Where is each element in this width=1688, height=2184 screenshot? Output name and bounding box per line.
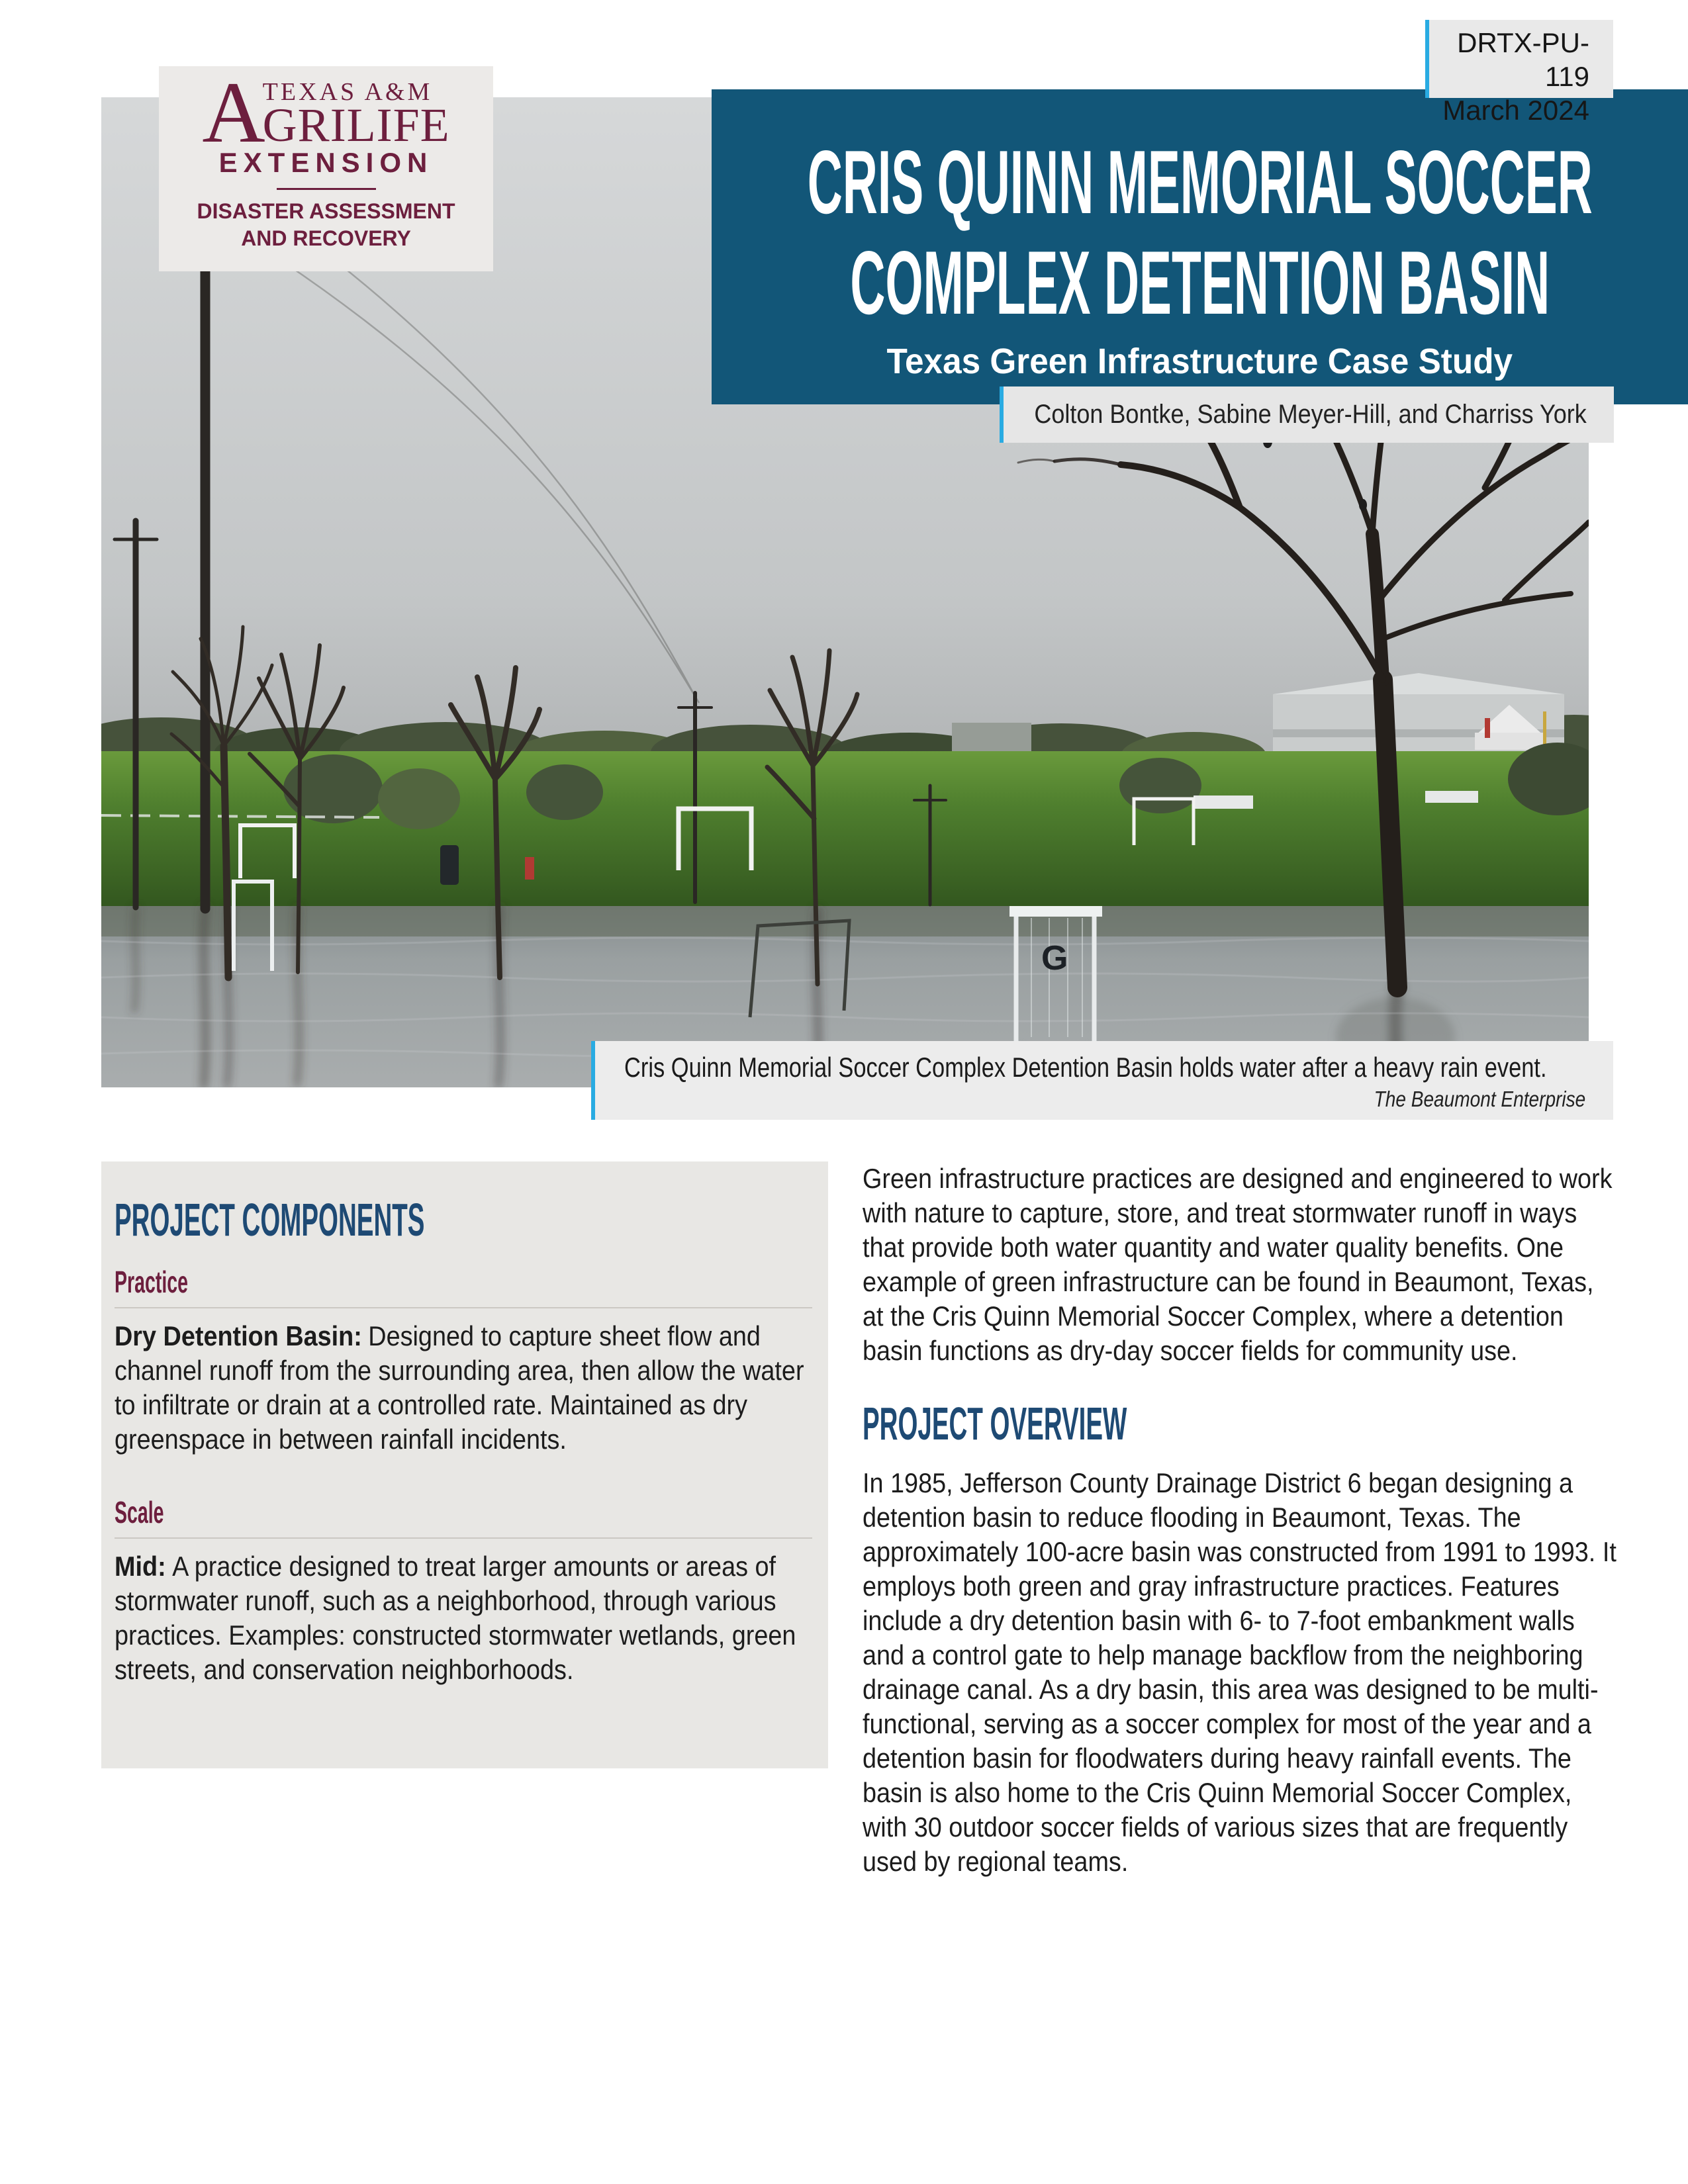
photo-caption: Cris Quinn Memorial Soccer Complex Detention Basin holds water after a heavy rain event. — [624, 1052, 1547, 1083]
practice-heading: Practice — [115, 1265, 188, 1299]
practice-text: Dry Detention Basin: Designed to capture sheet flow and channel runoff from the surrounding area, then allow the water to infiltrate or drain at a controlled rate. Maintained as dry greenspace in between rainfall incidents. — [115, 1320, 804, 1455]
project-overview-heading: PROJECT OVERVIEW — [863, 1398, 1127, 1449]
logo-department: DISASTER ASSESSMENT AND RECOVERY — [197, 199, 455, 250]
divider — [115, 1537, 812, 1539]
title-banner — [712, 89, 1688, 404]
overview-paragraph: In 1985, Jefferson County Drainage District 6 began designing a detention basin to reduce flooding in Beaumont, Texas. The approximately 100-acre basin was constructed from 1991 to 1993. It employs both green and gray infrastructure practices. Features include a dry detention basin with 6- to 7-foot embankment walls and a control gate to help manage backflow from the neighboring drainage canal. As a dry basin, this area was designed to be multi-functional, serving as a soccer complex for most of the year and a detention basin for floodwaters during heavy rainfall events. The basin is also home to the Cris Quinn Memorial Soccer Complex, with 30 outdoor soccer fields of various sizes that are frequently used by regional teams. — [863, 1467, 1617, 1877]
publication-date: March 2024 — [1442, 95, 1589, 126]
logo-extension: EXTENSION — [218, 147, 434, 178]
logo-divider — [277, 188, 376, 190]
agrilife-logo — [159, 66, 493, 271]
photo-credit: The Beaumont Enterprise — [1374, 1087, 1585, 1111]
page-title: CRIS QUINN MEMORIAL SOCCER COMPLEX DETENTION BASIN — [807, 132, 1593, 333]
scale-heading: Scale — [115, 1495, 164, 1529]
scale-lead: Mid: — [115, 1551, 166, 1582]
divider — [115, 1307, 812, 1308]
publication-id: DRTX-PU-119 — [1457, 27, 1589, 92]
intro-paragraph: Green infrastructure practices are designed and engineered to work with nature to capture, store, and treat stormwater runoff in ways that provide both water quantity and water quality benefits. One example of green infrastructure can be found in Beaumont, Texas, at the Cris Quinn Memorial Soccer Complex, where a detention basin functions as dry-day soccer fields for community use. — [863, 1163, 1613, 1366]
project-components-panel — [101, 1161, 828, 1768]
agrilife-wordmark — [159, 66, 493, 161]
red-marker — [525, 857, 534, 880]
logo-texas-am: TEXAS A&M — [262, 78, 433, 106]
scale-text: Mid: A practice designed to treat larger amounts or areas of stormwater runoff, such as a neighborhood, through various practices. Examples: constructed stormwater wetlands, green streets, and conservation neighborhoods. — [115, 1551, 796, 1685]
main-column — [863, 1161, 1617, 1879]
trash-can — [440, 845, 459, 885]
publication-tag — [1425, 20, 1613, 126]
logo-big-a: A — [202, 66, 265, 161]
logo-grilife: GRILIFE — [262, 99, 450, 152]
page-subtitle: Texas Green Infrastructure Case Study — [886, 341, 1513, 381]
sidebar-heading: PROJECT COMPONENTS — [115, 1194, 425, 1246]
goal-letter: G — [1041, 939, 1068, 978]
authors-bar — [1000, 387, 1614, 443]
photo-caption-bar — [591, 1041, 1613, 1120]
authors-names: Colton Bontke, Sabine Meyer-Hill, and Charriss York — [1034, 400, 1587, 429]
practice-lead: Dry Detention Basin: — [115, 1320, 362, 1351]
